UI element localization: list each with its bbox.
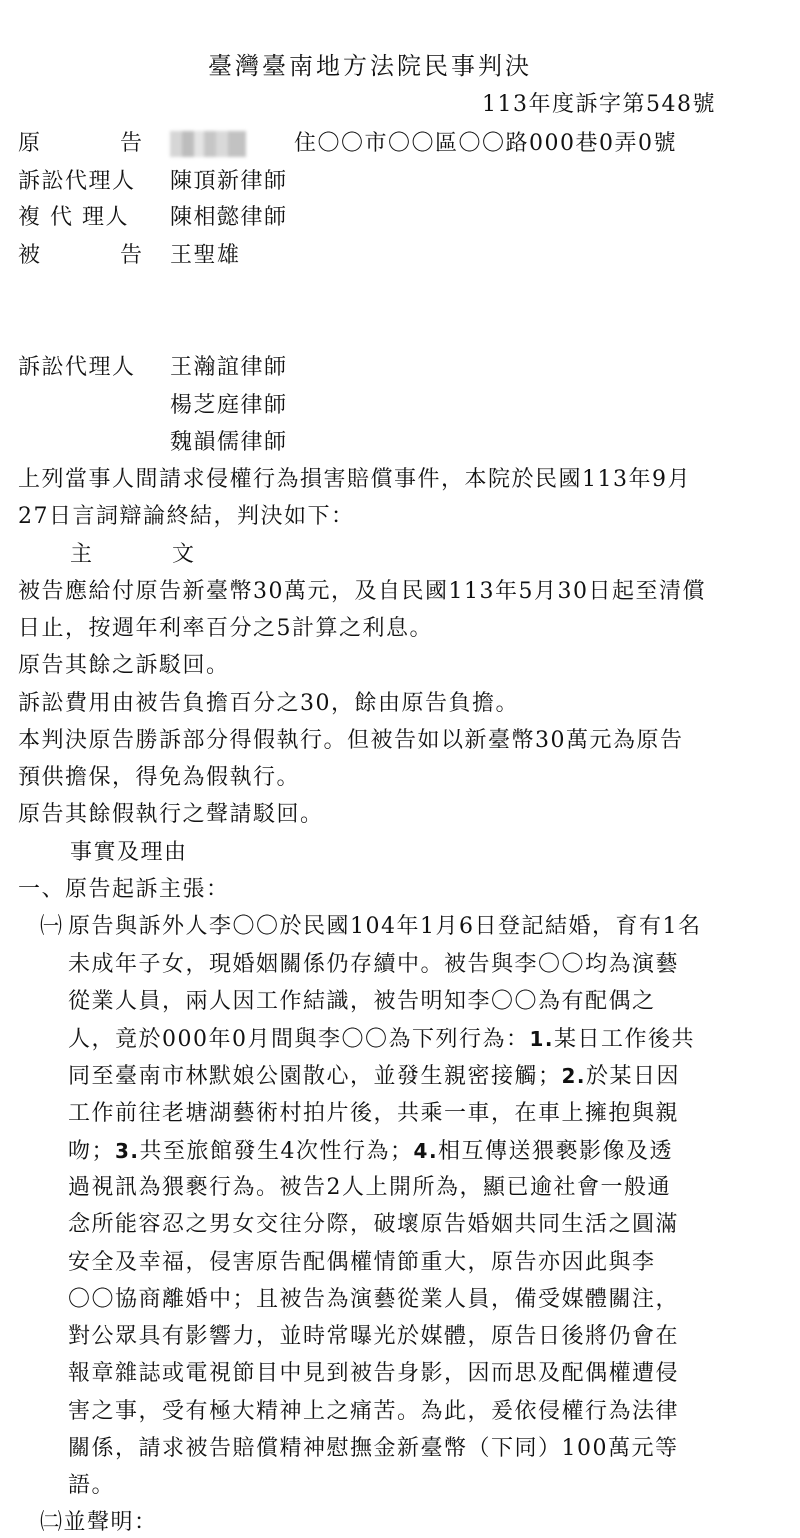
plaintiff-label-char1: 原 — [18, 131, 42, 156]
item-1-line-6: 工作前往老塘湖藝術村拍片後，共乘一車，在車上擁抱與親 — [68, 1101, 680, 1126]
item-1-line-4-text: 人，竟於000年0月間與李〇〇為下列行為： — [68, 1027, 530, 1052]
item-1-line-12: 對公眾具有影響力，並時常曝光於媒體，原告日後將仍會在 — [68, 1324, 680, 1349]
section-1-heading: 一、原告起訴主張： — [18, 877, 230, 902]
main-heading-char1: 主 — [70, 542, 94, 567]
enum-4: 4. — [413, 1139, 439, 1163]
main-text-line-3: 原告其餘之訴駁回。 — [18, 653, 230, 678]
item-1-line-4 — [68, 1024, 695, 1055]
main-text-line-7: 原告其餘假執行之聲請駁回。 — [18, 802, 324, 827]
defendant-name: 王聖雄 — [170, 243, 241, 268]
intro-line-2: 27日言詞辯論終結，判決如下： — [18, 504, 355, 529]
enum-3: 3. — [115, 1139, 140, 1163]
item-1-marker: ㈠ — [40, 914, 64, 939]
plaintiff-agent-name: 陳頂新律師 — [170, 169, 288, 194]
case-number: 113年度訴字第548號 — [482, 92, 716, 117]
item-1-line-8: 過視訊為猥褻行為。被告2人上開所為，顯已逾社會一般通 — [68, 1175, 671, 1200]
item-1-line-7 — [68, 1136, 673, 1167]
main-heading — [70, 540, 196, 570]
facts-heading: 事實及理由 — [70, 840, 188, 865]
defendant-agent-3: 魏韻儒律師 — [170, 430, 288, 455]
item-1-line-14: 害之事，受有極大精神上之痛苦。為此，爰依侵權行為法律 — [68, 1399, 680, 1424]
defendant-agent-1: 王瀚誼律師 — [170, 355, 288, 380]
defendant-agent-row — [18, 353, 288, 383]
item-1-line-4-rest: 某日工作後共 — [554, 1027, 696, 1052]
item-1-line-9: 念所能容忍之男女交往分際，破壞原告婚姻共同生活之圓滿 — [68, 1212, 680, 1237]
item-1-line-7-text: 吻； — [68, 1139, 116, 1164]
plaintiff-agent-row — [18, 167, 288, 197]
sub-agent-name: 陳相懿律師 — [170, 205, 288, 230]
plaintiff-name-redacted — [170, 131, 246, 157]
main-text-line-5: 本判決原告勝訴部分得假執行。但被告如以新臺幣30萬元為原告 — [18, 728, 684, 753]
plaintiff-row — [18, 129, 677, 159]
defendant-label-char1: 被 — [18, 243, 42, 268]
defendant-row — [18, 241, 241, 271]
item-1-line-5 — [68, 1061, 680, 1092]
main-text-line-6: 預供擔保，得免為假執行。 — [18, 765, 301, 790]
item-1-line-2: 未成年子女，現婚姻關係仍存續中。被告與李〇〇均為演藝 — [68, 952, 680, 977]
item-1-line-15: 關係，請求被告賠償精神慰撫金新臺幣（下同）100萬元等 — [68, 1436, 679, 1461]
item-1-line-13: 報章雜誌或電視節目中見到被告身影，因而思及配偶權遭侵 — [68, 1361, 680, 1386]
sub-agent-row — [18, 203, 288, 233]
defendant-agent-label: 訴訟代理人 — [18, 355, 136, 380]
main-text-line-1: 被告應給付原告新臺幣30萬元，及自民國113年5月30日起至清償 — [18, 579, 706, 604]
plaintiff-address: 住〇〇市〇〇區〇〇路000巷0弄0號 — [294, 131, 677, 156]
defendant-agent-2: 楊芝庭律師 — [170, 393, 288, 418]
plaintiff-agent-label: 訴訟代理人 — [18, 169, 136, 194]
defendant-label-char2: 告 — [120, 243, 144, 268]
item-1-line-10: 安全及幸福，侵害原告配偶權情節重大，原告亦因此與李 — [68, 1250, 656, 1275]
item-2-partial: ㈡並聲明： — [40, 1510, 158, 1535]
item-1-line-1: 原告與訴外人李〇〇於民國104年1月6日登記結婚，育有1名 — [68, 914, 702, 939]
item-1-line-5-text: 同至臺南市林默娘公園散心，並發生親密接觸； — [68, 1064, 562, 1089]
item-1-line-7-rest: 相互傳送猥褻影像及透 — [438, 1139, 674, 1164]
item-1-line-3: 從業人員，兩人因工作結識，被告明知李〇〇為有配偶之 — [68, 989, 656, 1014]
main-text-line-2: 日止，按週年利率百分之5計算之利息。 — [18, 616, 433, 641]
item-1-line-16: 語。 — [68, 1473, 116, 1498]
enum-1: 1. — [529, 1027, 555, 1051]
item-1-line-5-rest: 於某日因 — [586, 1064, 681, 1089]
plaintiff-label-char2: 告 — [120, 131, 144, 156]
intro-line-1: 上列當事人間請求侵權行為損害賠償事件，本院於民國113年9月 — [18, 467, 691, 492]
page-title: 臺灣臺南地方法院民事判決 — [208, 52, 532, 80]
sub-agent-label: 複 代 理人 — [18, 205, 129, 230]
item-1-line-7-mid: 共至旅館發生4次性行為； — [139, 1139, 414, 1164]
enum-2: 2. — [561, 1064, 587, 1088]
main-heading-char2: 文 — [172, 542, 196, 567]
item-1-line-11: 〇〇協商離婚中；且被告為演藝從業人員，備受媒體關注， — [68, 1287, 680, 1312]
main-text-line-4: 訴訟費用由被告負擔百分之30，餘由原告負擔。 — [18, 691, 519, 716]
